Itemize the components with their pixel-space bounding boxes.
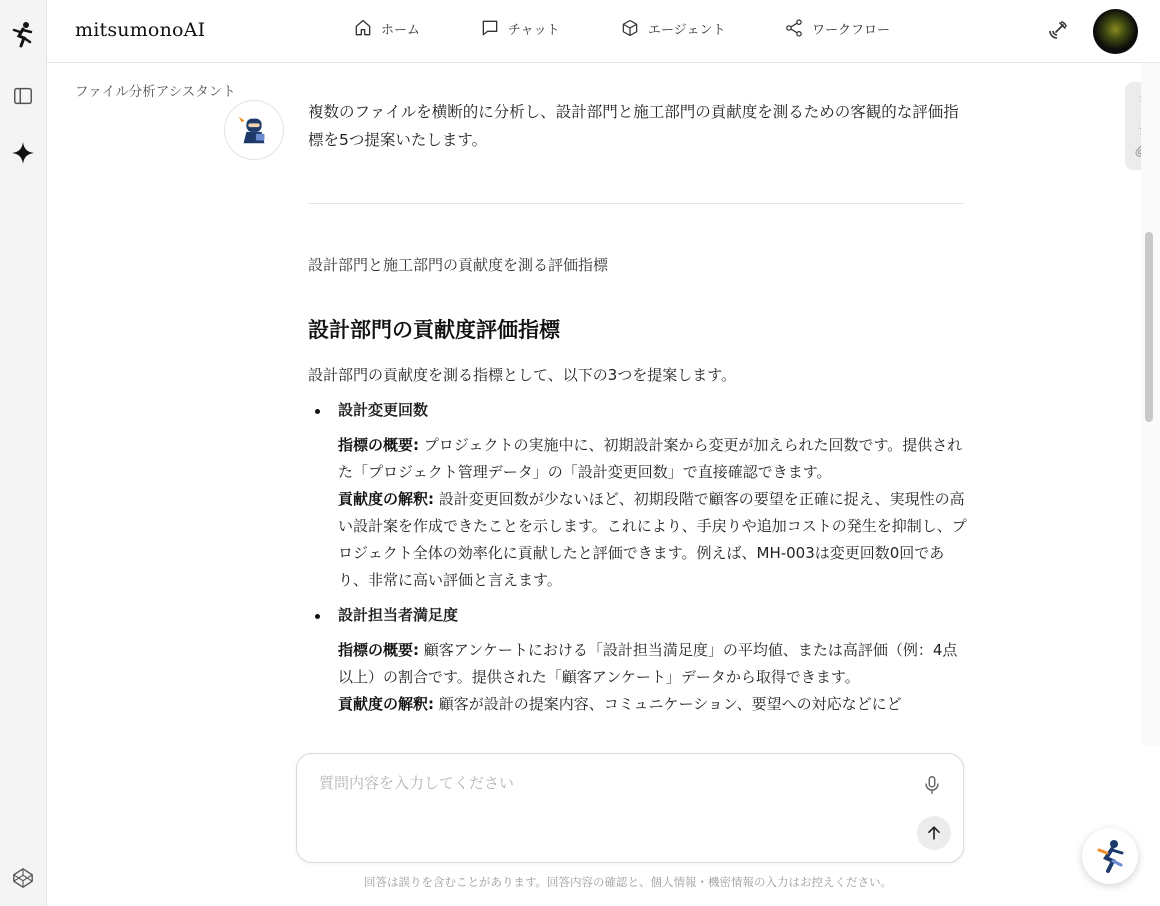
interpretation-text: 顧客が設計の提案内容、コミュニケーション、要望への対応などにど	[434, 695, 902, 713]
metric-list	[308, 399, 968, 718]
nav-home[interactable]	[353, 18, 420, 38]
section-lead: 設計部門の貢献度を測る指標として、以下の3つを提案します。	[308, 366, 737, 384]
message-subtitle: 設計部門と施工部門の貢献度を測る評価指標	[308, 256, 609, 274]
metric-title: 設計担当者満足度	[338, 606, 459, 624]
left-rail	[0, 0, 47, 906]
list-item	[308, 399, 968, 594]
overview-label: 指標の概要:	[338, 436, 419, 454]
arrow-up-icon	[924, 823, 944, 843]
user-avatar[interactable]	[1093, 9, 1138, 54]
overview-text: プロジェクトの実施中に、初期設計案から変更が加えられた回数です。提供された「プロジェクト管理データ」の「設計変更回数」で直接確認できます。	[338, 436, 963, 481]
nav-chat[interactable]	[480, 18, 560, 38]
disclaimer-text: 回答は誤りを含むことがあります。回答内容の確認と、個人情報・機密情報の入力はお控えください。	[363, 875, 893, 889]
metric-description	[338, 432, 968, 594]
runner-mascot-icon	[1090, 836, 1130, 876]
chat-icon	[480, 18, 500, 38]
home-icon	[353, 18, 373, 38]
assistant-fab[interactable]	[1082, 828, 1138, 884]
interpretation-label: 貢献度の解釈:	[338, 490, 434, 508]
brand-name[interactable]: mitsumonoAI	[75, 19, 206, 41]
microphone-icon[interactable]	[921, 774, 945, 798]
send-button[interactable]	[917, 816, 951, 850]
nav-agent[interactable]	[620, 18, 725, 38]
metric-description	[338, 637, 968, 718]
chat-input[interactable]	[319, 774, 879, 792]
overview-text: 顧客アンケートにおける「設計担当満足度」の平均値、または高評価（例：4点以上）の割合です。提供された「顧客アンケート」データから取得できます。	[338, 641, 958, 686]
nav-agent-label: エージェント	[648, 22, 726, 38]
ninja-icon	[235, 111, 273, 149]
nav-home-label: ホーム	[381, 22, 421, 38]
assistant-avatar	[224, 100, 284, 160]
sidebar-toggle-icon[interactable]	[9, 82, 37, 110]
nav-workflow-label: ワークフロー	[812, 22, 891, 38]
overview-label: 指標の概要:	[338, 641, 419, 659]
section-title: 設計部門の貢献度評価指標	[308, 318, 560, 342]
message-intro: 複数のファイルを横断的に分析し、設計部門と施工部門の貢献度を測るための客観的な評価指標を5つ提案いたします。	[308, 103, 959, 149]
logo-runner-icon[interactable]	[9, 20, 37, 48]
list-item	[308, 604, 968, 718]
scrollbar-thumb[interactable]	[1145, 232, 1153, 422]
share-icon	[784, 18, 804, 38]
sparkle-icon[interactable]	[9, 139, 37, 167]
metric-title: 設計変更回数	[338, 401, 429, 419]
divider	[308, 203, 964, 204]
top-header	[47, 0, 1160, 63]
interpretation-label: 貢献度の解釈:	[338, 695, 434, 713]
chat-composer	[296, 753, 964, 863]
nav-chat-label: チャット	[508, 22, 560, 38]
page-title: ファイル分析アシスタント	[75, 84, 236, 100]
interpretation-text: 設計変更回数が少ないほど、初期段階で顧客の要望を正確に捉え、実現性の高い設計案を作成できたことを示します。これにより、手戻りや追加コストの発生を抑制し、プロジェクト全体の効率化に貢献したと評価できます。例えば、MH-003は変更回数0回であり、非常に高い評価と言えます。	[338, 490, 967, 589]
nav-workflow[interactable]	[784, 18, 890, 38]
satellite-icon[interactable]	[1045, 19, 1069, 43]
assistant-message	[308, 98, 968, 744]
cube-icon	[620, 18, 640, 38]
